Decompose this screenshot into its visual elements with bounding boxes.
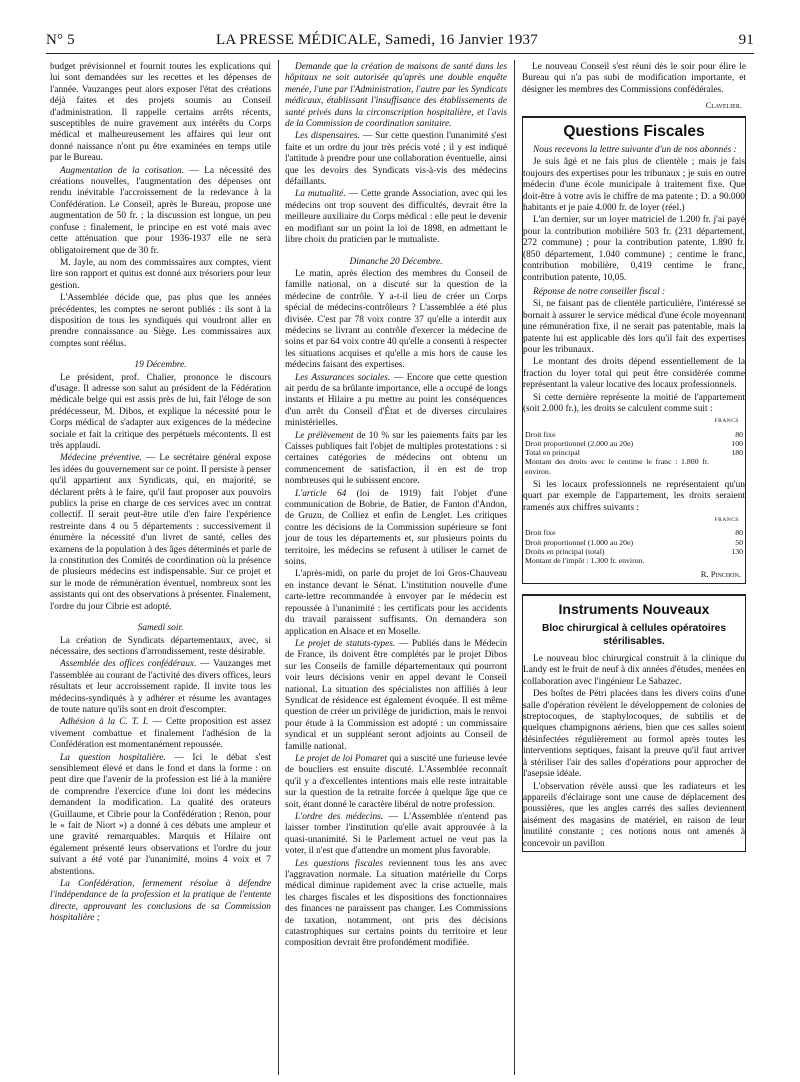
fee-value: 80: [735, 429, 743, 439]
fee-value: 80: [735, 528, 743, 538]
paragraph-text: — La nécessité des créations nouvelles, l'augmentation des dépenses ont rendu inévitable l'accroissement de la redevance à la Confédération. Le Conseil, après le Bureau, propose une augmentation de 50 fr. ; la discussion est longue, un peu confuse : finalement, le principe en est voté mais avec cette atténuation que pour 1936-1937 elle ne sera obligatoirement que de 30 fr.: [50, 165, 271, 256]
fee-label: Droit fixe: [525, 429, 556, 439]
paragraph-text: Demande que la création de maisons de santé dans les hôpitaux ne soit autorisée qu'après une double enquête menée, l'une par l'Administration, l'autre par les Syndicats médicaux, établissant l'insuffisance des établissements de santé privés dans la circonscription hospitalière, et l'avis de la Commission de coordination sanitaire.: [285, 62, 507, 130]
fee-label: Droit proportionnel (2.000 au 20e): [525, 438, 634, 448]
header-rule: [46, 53, 754, 54]
fee-value: [711, 457, 745, 475]
paragraph: [285, 131, 507, 188]
paragraph-lead: La question hospitalière.: [60, 752, 166, 763]
paragraph-text: de 10 % sur les paiements faits par les Caisses publiques fait l'objet de multiples protestations : si certaines catégories de médecins ont obtenu un commencement de satisfaction, il en est de trop nombreuses qui le subissent encore.: [285, 430, 507, 487]
paragraph: [285, 431, 507, 488]
paragraph-lead: L'article 64: [295, 488, 347, 499]
reply-text: [523, 299, 745, 415]
paragraph-text: — Cette grande Association, avec qui les médecins ont trop souvent des difficultés, devrait être la meilleure auxiliaire du Corps médical : elle peut le devenir en modifiant sur un point la loi de 1898, en admettant le libre choix du praticien par le mutualiste.: [285, 189, 507, 246]
paragraph-text: — Sur cette question l'unanimité s'est faite et un ordre du jour très précis voté ; il y est indiqué l'attitude à prendre pour une collaboration éventuelle, ainsi que les devoirs des Syndicats vis-à-vis des médecins défaillants.: [285, 131, 507, 188]
fee-table-2: [523, 528, 745, 565]
paragraph-text: — Le secrétaire général expose les idées du gouvernement sur ce point. Il persiste à penser qu'il appartient aux Syndicats, qui, en majorité, se déclarent prêts à le faire, qu'il faut proposer aux pouvoirs publics la prise en charge de ces services avec un contrat collectif. Il serait peut-être utile d'en faire l'expérience restreinte dans 4 ou 5 départements : successivement il énumère la nécessité d'un livret de santé, celles des examens de la population à des âges déterminés et parle de la constitution des Comités de coordination où la présence de plusieurs médecins est indispensable. Sur ce projet et sur le mode de rémunération éventuel, nombreux sont les assistants qui ont des observations à présenter. Finalement, l'ordre du jour Cibrie est adopté.: [50, 453, 271, 612]
paragraph-lead: Adhésion à la C. T. I.: [60, 717, 149, 728]
paragraph-text: Le président, prof. Chalier, prononce le discours d'usage. Il adresse son salut au président de la Fédération médicale belge qui est assis près de lui, fait l'éloge de son prédécesseur, M. Dibos, et explique la nécessité pour le Corps médical de s'adapter aux exigences de la médecine sociale et fait la critique des perpétuels mécontents. Il est très applaudi.: [50, 372, 271, 451]
paragraph: [50, 258, 271, 292]
paragraph-text: — Publiés dans le Médecin de France, ils doivent être complétés par le projet Dibos sur les Conseils de famille départementaux qui pourront voir leurs décisions venir en appel devant le Conseil national. La situation des spécialistes non affiliés à leur Syndicat de résidence est également évoquée. Il est même question de créer un privilège de juridiction, mais le renvoi pour étude à la Commission est adopté : un commissaire syndical et un suppléant seront adjoints au Conseil de famille national.: [285, 638, 508, 752]
unit-label: FRANCS: [714, 517, 739, 524]
reply-mid: Si les locaux professionnels ne représentaient qu'un quart par exemple de l'appartement, les droits seraient ramenés aux chiffres suivants :: [523, 479, 745, 513]
paragraph: [285, 859, 507, 950]
unit-label: FRANCS: [714, 418, 739, 425]
paragraph-text: L'Assemblée décide que, pas plus que les années précédentes, les comptes ne seront publiés : ils sont à la disposition de tous les syndiqués qui voudront aller en prendre connaissance au Siège. Les commissaires aux comptes sont réélus.: [50, 293, 271, 349]
paragraph: Le nouveau bloc chirurgical construit à la clinique du Landy est le fruit de neuf à dix années d'études, menées en collaboration avec l'ingénieur Le Sabazec.: [523, 654, 745, 687]
paragraph: Je suis âgé et ne fais plus de clientèle ; mais je fais toujours des expertises pour les tribunaux ; je suis en outre médecin d'une école municipale à traitement fixe. Que doit-être à votre avis le chiffre de ma patente ; D. a 90.000 habitants et je paie 4.000 fr. de loyer (réel.): [523, 157, 745, 214]
paragraph: [285, 62, 507, 130]
fee-value: 130: [731, 546, 743, 556]
paragraph-lead: Les dispensaires.: [295, 131, 360, 142]
paragraph-lead: Augmentation de la cotisation.: [60, 165, 185, 176]
paragraph: L'observation révèle aussi que les radiateurs et les appareils d'éclairage sont une cause de déplacement des poussières, que les angles carrés des salles deviennent aisément des magasins de matériel, en raison de leur inutilité constante ; ces notions nous ont amenés à concevoir un pavillon: [523, 781, 745, 849]
reply-heading: Réponse de notre conseiller fiscal :: [533, 286, 666, 297]
paragraph-lead: La mutualité.: [295, 189, 346, 200]
fee-row: [523, 538, 745, 547]
paragraph: [50, 753, 271, 878]
paragraph: [50, 636, 271, 659]
fee-value: 180: [731, 448, 743, 458]
paragraph: [50, 373, 271, 453]
paragraph-lead: Médecine préventive.: [60, 453, 142, 464]
paragraph: [285, 189, 507, 246]
fee-label: Montant de l'impôt : 1.300 fr. environ.: [525, 556, 645, 566]
column-3: [522, 62, 746, 854]
paragraph-text: budget prévisionnel et fournit toutes les explications qui lui sont demandées sur les recettes et les dépenses de l'année. Vauzanges peut alors exposer l'état des créations déjà faites et des projets soumis au Conseil d'administration. Il rappelle certains arrêts récents, susceptibles de nuire gravement aux intérêts du Corps médical et malheureusement les affaires qui leur ont donné naissance n'ont pu être examinées en temps utile par le Bureau.: [50, 62, 271, 164]
paragraph: [50, 659, 271, 716]
paragraph-text: — Ici le débat s'est sensiblement élevé et dans le fond et dans la forme : on peut dire que l'avenir de la profession est lié à la manière de comprendre l'exercice d'une loi dont les médecins demandent la modification. La qualité des orateurs (Guillaume, et Cibrie pour la Confédération ; Renon, pour le « fait de Niort ») a donné à ces débats une ampleur et une gravité remarquables. Marquis et Hilaire ont également présenté leurs observations et l'ordre du jour suivant a été voté par l'unanimité, moins 4 voix et 7 abstentions.: [50, 752, 271, 877]
instruments-subtitle: Bloc chirurgical à cellules opératoires stérilisables.: [541, 623, 726, 647]
column-rule: [514, 60, 515, 1075]
date-subheading: Samedi soir.: [137, 623, 184, 634]
paragraph: [285, 812, 507, 858]
journal-title: LA PRESSE MÉDICALE, Samedi, 16 Janvier 1937: [216, 32, 538, 48]
issue-number: N° 5: [46, 32, 75, 48]
page-number: 91: [738, 32, 754, 48]
paragraph: [285, 754, 507, 811]
fee-row: [523, 528, 745, 537]
paragraph-text: qui a suscité une furieuse levée de boucliers est ensuite discuté. L'Assemblée reconnaît qu'il y a d'excellentes intentions mais elle reste intraitable sur la question de la retraite forcée à quelque âge que ce soit, étant donné le caractère libéral de notre profession.: [285, 753, 507, 810]
paragraph: [285, 269, 507, 372]
paragraph: Si cette dernière représente la moitié de l'appartement (soit 2.000 fr.), les droits se calculent comme suit :: [523, 392, 745, 414]
paragraph-text: M. Jayle, au nom des commissaires aux comptes, vient lire son rapport et quitus est donné aux trésoriers pour leur gestion.: [50, 257, 271, 291]
paragraph: [50, 453, 271, 613]
paragraph-lead: Assemblée des offices confédéraux.: [60, 659, 197, 670]
paragraph: [50, 879, 271, 925]
date-subheading: Dimanche 20 Décembre.: [349, 256, 443, 267]
paragraph-lead: L'ordre des médecins.: [295, 812, 384, 822]
fee-label: Total en principal: [525, 448, 580, 458]
fee-label: Droit proportionnel (1.000 au 20e): [525, 537, 634, 547]
instruments-heading: Instruments Nouveaux: [558, 600, 710, 617]
fee-row: [523, 547, 745, 556]
paragraph: [285, 639, 507, 753]
paragraph: [50, 62, 271, 165]
paragraph-text: reviennent tous les ans avec l'aggravation normale. La situation matérielle du Corps médical diminue rapidement avec la crise actuelle, mais les charges fiscales et les dispositions des fonctionnaires des finances ne paraissent pas changer. Les Commissions de taxation, notamment, ont pris des décisions catastrophiques sur certains points du territoire et leur composition devrait être profondément modifiée.: [285, 858, 508, 949]
paragraph-lead: Les Assurances sociales.: [295, 372, 391, 383]
instruments-section: [522, 594, 746, 852]
fiscal-heading: Questions Fiscales: [563, 122, 705, 140]
paragraph: [285, 489, 507, 569]
paragraph-text: — Vauzanges met l'assemblée au courant de l'activité des divers offices, leurs résultats et leur accroissement rapide. Il invite tous les médecins-syndiqués à y adhérer et résume les avantages de toute nature qu'ils sont en droit d'escompter.: [50, 659, 271, 715]
paragraph-text: Le matin, après élection des membres du Conseil de famille national, on a discuté sur la question de la médecine de contrôle. Y a-t-il lieu de créer un Corps spécial de médecins-contrôleurs ? L'assemblée a été plus divisée. C'est par 78 voix contre 37 qu'elle a interdit aux médecins se livrant au contrôle d'exercer la médecine de soins et par 64 voix contre 40 qu'elle a consenti à respecter les situations acquises et qu'elle a mis hors de cause les médecins faisant des expertises.: [285, 268, 507, 371]
paragraph: [50, 166, 271, 257]
column-rule: [278, 60, 279, 1075]
paragraph-text: — L'Assemblée n'entend pas laisser tomber l'institution qu'elle avait approuvée à la quasi-unanimité. Si le Parlement actuel ne veut pas la voter, il n'est que d'attendre un moment plus favorable.: [285, 812, 507, 857]
paragraph-text: La création de Syndicats départementaux, avec, si nécessaire, des sections d'arrondissement, reste désirable.: [50, 635, 271, 657]
paragraph: [50, 293, 271, 350]
paragraph: L'an dernier, sur un loyer matriciel de 1.200 fr. j'ai payé pour la contribution mobilière 503 fr. (231 département, 272 commune) ; pour la contribution patente, 1.890 fr. (850 département, 1.040 commune) ; centime le franc, contribution mobilière, 0,419 centime le franc, contribution patente, 10,05.: [523, 215, 745, 283]
paragraph-lead: Le projet de statuts-types.: [295, 638, 396, 649]
fee-label: Droits en principal (total): [525, 546, 605, 556]
fee-row: [523, 448, 745, 457]
instruments-text: [523, 654, 745, 850]
fiscal-intro: Nous recevons la lettre suivante d'un de nos abonnés :: [533, 145, 737, 156]
fee-label: Droit fixe: [525, 528, 556, 538]
fee-table-1: [523, 430, 745, 476]
paragraph-lead: Le projet de loi Pomaret: [295, 753, 387, 764]
paragraph-text: L'après-midi, on parle du projet de loi Gros-Chauveau en instance devant le Sénat. L'institution nouvelle d'une carte-lettre recommandée à envoyer par le médecin est repoussée à l'unanimité : les certificats pour les accidents du travail paraissent suffisants. On demandera son application en Alsace et en Moselle.: [285, 569, 507, 637]
fee-row: [523, 457, 745, 475]
paragraph: [522, 62, 746, 96]
paragraph-text: — Encore que cette question ait perdu de sa brûlante importance, elle a occupé de longs instants et Hilaire a pu mettre au point les conséquences d'un arrêt du Conseil d'État et de diverses circulaires ministérielles.: [285, 372, 508, 429]
date-subheading: 19 Décembre.: [134, 360, 187, 371]
signature-pinchon: R. Pinchon.: [700, 569, 741, 580]
fee-row: [523, 430, 745, 439]
paragraph-text: Le nouveau Conseil s'est réuni dès le soir pour élire le Bureau qui n'a pas subi de modification importante, et désigner les membres des Commissions confédérales.: [522, 62, 746, 95]
conseil-paragraph: [522, 62, 746, 96]
paragraph-lead: Les questions fiscales: [295, 858, 384, 869]
fee-row: [523, 556, 745, 565]
fee-value: 50: [735, 537, 743, 547]
signature-clavelier: Clavelier.: [705, 100, 742, 111]
paragraph: [285, 569, 507, 637]
reader-letter: [523, 157, 745, 283]
fee-row: [523, 439, 745, 448]
fee-label: Montant des droits avec le centime le franc : 1.800 fr. environ.: [525, 457, 709, 476]
paragraph: [285, 373, 507, 430]
page-header: [46, 32, 754, 52]
fiscal-section: [522, 116, 746, 584]
paragraph: Si, ne faisant pas de clientèle particulière, l'intéressé se bornait à assurer le service médical d'une école moyennant une rémunération fixe, il ne serait pas patentable, mais la patente lui est applicable dès lors qu'il fait des expertises pour les tribunaux.: [523, 299, 745, 355]
fee-value: [711, 556, 745, 565]
paragraph-text: — Cette proposition est assez vivement combattue et finalement l'adhésion de la Confédération est momentanément repoussée.: [50, 717, 271, 751]
fee-value: 100: [731, 438, 743, 448]
paragraph: Le montant des droits dépend essentiellement de la fraction du loyer total qui peut être considérée comme représentant la valeur locative des locaux professionnels.: [523, 357, 745, 391]
paragraph-text: La Confédération, fermement résolue à défendre l'indépendance de la profession et la pratique de l'entente directe, approuvant les conclusions de sa Commission hospitalière ;: [50, 879, 271, 924]
column-2: [285, 62, 507, 951]
paragraph-lead: Le prélèvement: [295, 430, 354, 441]
paragraph-text: (loi de 1919) fait l'objet d'une communication de Bobrie, de Batier, de Fanton d'Andon, de Gruzu, de Colliez et enfin de Lenglet. Les critiques contre les décisions de la Commission supérieure se font jour de tous les départements et, sur plusieurs points du territoire, les médecins se refusent à utiliser le carnet de soins.: [285, 488, 507, 568]
paragraph: Des boîtes de Pétri placées dans les divers coins d'une salle d'opération révèlent le développement de colonies de streptocoques, de staphylocoques, de subtilis et de quelques champignons aériens, bien que ces salles soient désinfectées régulièrement au formol après toutes les interventions septiques, faisant la preuve qu'il faut arriver à stériliser l'air des salles d'opérations pour approcher de l'asepsie idéale.: [523, 689, 745, 780]
paragraph: [50, 717, 271, 751]
column-1: [50, 62, 271, 926]
